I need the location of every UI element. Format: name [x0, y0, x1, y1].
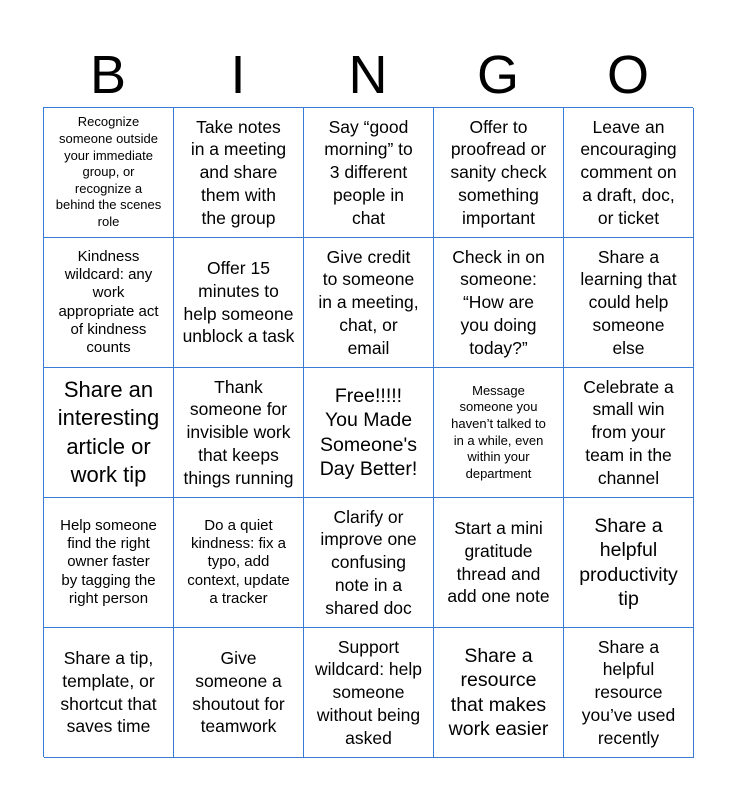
cell-text: Share a tip, template, or shortcut that saves time — [60, 648, 157, 737]
bingo-cell-say-good-morning[interactable] — [304, 108, 434, 238]
header-letter-i: I — [230, 45, 246, 105]
cell-text: Clarify or improve one confusing note in a shared doc — [320, 506, 417, 618]
bingo-cell-thank-someone[interactable] — [174, 368, 304, 498]
bingo-cell-recognize-outside-group[interactable] — [44, 108, 174, 238]
bingo-cell-quiet-kindness[interactable] — [174, 498, 304, 628]
bingo-cell-share-shortcut[interactable] — [44, 628, 174, 758]
cell-text: Celebrate a small win from your team in the channel — [583, 376, 674, 488]
cell-text: Share a helpful productivity tip — [579, 514, 678, 610]
cell-text: Give someone a shoutout for teamwork — [192, 648, 285, 737]
bingo-cell-tag-right-owner[interactable] — [44, 498, 174, 628]
cell-text: Share a helpful resource you’ve used recently — [581, 636, 676, 748]
bingo-cell-support-wildcard[interactable] — [304, 628, 434, 758]
bingo-cell-celebrate-win[interactable] — [564, 368, 694, 498]
cell-text: Give credit to someone in a meeting, chat, or email — [318, 246, 419, 358]
cell-text: Thank someone for invisible work that keeps things running — [183, 376, 294, 488]
header-letter-o: O — [606, 45, 649, 105]
bingo-cell-message-someone[interactable] — [434, 368, 564, 498]
cell-text: Kindness wildcard: any work appropriate act of kindness counts — [58, 247, 159, 357]
cell-text: Check in on someone: “How are you doing today?” — [452, 246, 545, 358]
cell-text: Offer to proofread or sanity check something important — [450, 116, 547, 228]
cell-text: Take notes in a meeting and share them with the group — [190, 116, 287, 228]
bingo-cell-share-learning[interactable] — [564, 238, 694, 368]
cell-text: Share an interesting article or work tip — [57, 377, 160, 487]
bingo-cell-offer-proofread[interactable] — [434, 108, 564, 238]
cell-text: Start a mini gratitude thread and add one note — [447, 518, 550, 607]
bingo-cell-shoutout-teamwork[interactable] — [174, 628, 304, 758]
cell-text: Share a resource that makes work easier — [448, 644, 549, 740]
cell-text: Share a learning that could help someone else — [580, 246, 677, 358]
bingo-cell-share-article[interactable] — [44, 368, 174, 498]
cell-text: Support wildcard: help someone without being asked — [315, 636, 422, 748]
bingo-cell-share-resource-recent[interactable] — [564, 628, 694, 758]
header-letter-b: B — [89, 45, 127, 105]
bingo-cell-give-credit[interactable] — [304, 238, 434, 368]
header-letter-g: G — [476, 45, 519, 105]
cell-text: Message someone you haven’t talked to in a while, even within your department — [451, 382, 546, 481]
bingo-cell-clarify-note[interactable] — [304, 498, 434, 628]
header-letter-n: N — [348, 45, 388, 105]
cell-text: Recognize someone outside your immediate group, or recognize a behind the scenes role — [55, 114, 162, 230]
cell-text: Say “good morning” to 3 different people in chat — [324, 116, 413, 228]
bingo-cell-gratitude-thread[interactable] — [434, 498, 564, 628]
bingo-cell-share-resource-easier[interactable] — [434, 628, 564, 758]
bingo-cell-offer-15-minutes[interactable] — [174, 238, 304, 368]
bingo-cell-encouraging-comment[interactable] — [564, 108, 694, 238]
cell-text: Help someone find the right owner faster by tagging the right person — [60, 516, 157, 607]
cell-text: Leave an encouraging comment on a draft, doc, or ticket — [580, 116, 677, 228]
bingo-cell-productivity-tip[interactable] — [564, 498, 694, 628]
bingo-cell-free-space[interactable] — [304, 368, 434, 498]
bingo-cell-take-notes[interactable] — [174, 108, 304, 238]
cell-text: Free!!!!! You Made Someone's Day Better! — [319, 384, 418, 480]
bingo-board — [43, 107, 693, 757]
bingo-cell-kindness-wildcard[interactable] — [44, 238, 174, 368]
cell-text: Do a quiet kindness: fix a typo, add context, update a tracker — [187, 516, 290, 607]
cell-text: Offer 15 minutes to help someone unblock a task — [182, 258, 295, 347]
bingo-cell-check-in[interactable] — [434, 238, 564, 368]
bingo-header — [43, 44, 693, 106]
